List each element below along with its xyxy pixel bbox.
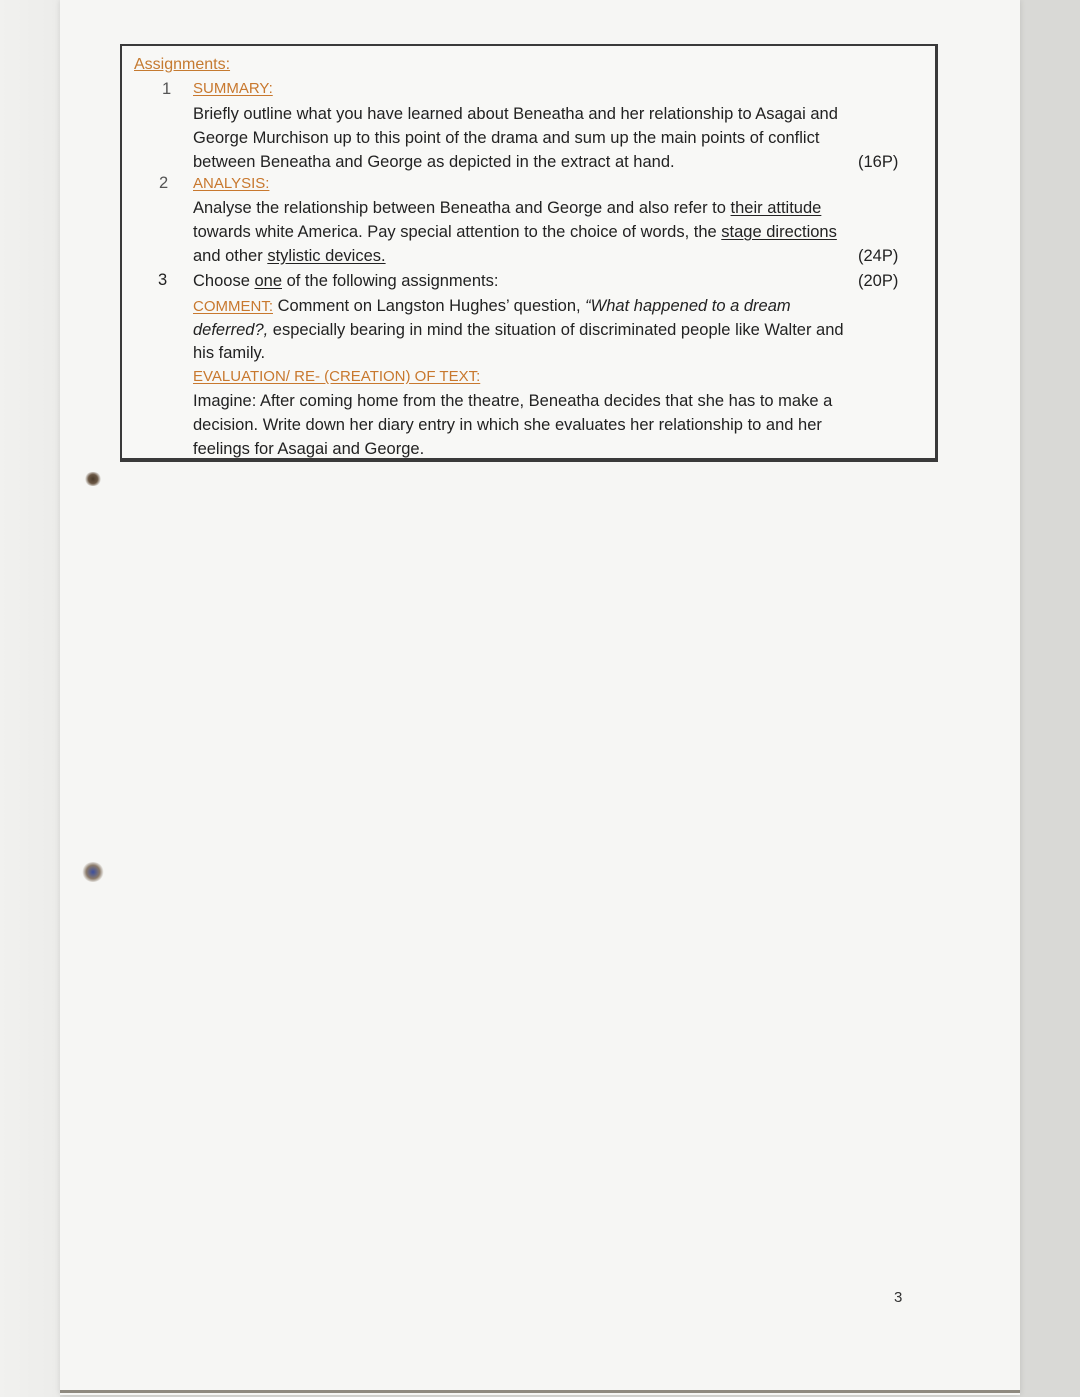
comment-text: Comment on Langston Hughes’ question, [273, 297, 586, 315]
comment-line-1 [193, 296, 791, 317]
item-3-intro-underlined: one [254, 272, 282, 290]
comment-quote: “What happened to a dream [585, 297, 791, 315]
comment-quote-end: deferred?, [193, 321, 269, 339]
item-2-line-1 [193, 198, 821, 218]
item-2-line-2 [193, 222, 837, 242]
item-1-line-2: George Murchison up to this point of the drama and sum up the main points of conflict [193, 129, 820, 147]
page-bottom-edge [60, 1390, 1020, 1393]
item-3-number: 3 [158, 271, 168, 289]
page-number: 3 [894, 1289, 903, 1306]
evaluation-line-1: Imagine: After coming home from the theatre, Beneatha decides that she has to make a [193, 392, 833, 410]
evaluation-line-2: decision. Write down her diary entry in which she evaluates her relationship to and her [193, 416, 822, 434]
item-2-line-1-underlined: their attitude [730, 199, 822, 217]
item-2-line-3-text: and other [193, 247, 268, 265]
item-3-intro-a: Choose [193, 272, 255, 290]
item-2-line-2-underlined: stage directions [721, 223, 837, 241]
item-2-line-3 [193, 246, 386, 266]
item-3-intro [193, 271, 498, 291]
item-2-number: 2 [159, 174, 169, 192]
evaluation-label: EVALUATION/ RE- (CREATION) OF TEXT: [193, 368, 481, 385]
item-2-line-1-text: Analyse the relationship between Beneatha and George and also refer to [193, 199, 731, 217]
comment-label: COMMENT: [193, 298, 273, 315]
item-1-line-1: Briefly outline what you have learned about Beneatha and her relationship to Asagai and [193, 105, 838, 123]
item-1-label: SUMMARY: [193, 80, 273, 97]
comment-line-3: his family. [193, 344, 266, 362]
item-2-label: ANALYSIS: [193, 175, 270, 192]
item-1-line-3: between Beneatha and George as depicted in the extract at hand. [193, 153, 675, 171]
comment-line-2 [193, 320, 844, 340]
evaluation-line-3: feelings for Asagai and George. [193, 440, 425, 458]
item-3-points: (20P) [858, 272, 899, 290]
item-2-line-3-underlined: stylistic devices. [267, 247, 386, 265]
margin-mark-bottom [82, 862, 104, 882]
item-2-points: (24P) [858, 247, 899, 265]
assignments-heading: Assignments: [134, 56, 231, 73]
item-3-intro-b: of the following assignments: [282, 272, 499, 290]
background-strip [0, 0, 60, 1397]
item-1-points: (16P) [858, 153, 899, 171]
item-1-number: 1 [162, 80, 172, 98]
comment-line-2-text: especially bearing in mind the situation of discriminated people like Walter and [268, 321, 844, 339]
item-2-line-2-text: towards white America. Pay special attention to the choice of words, the [193, 223, 722, 241]
margin-mark-top [84, 472, 102, 486]
